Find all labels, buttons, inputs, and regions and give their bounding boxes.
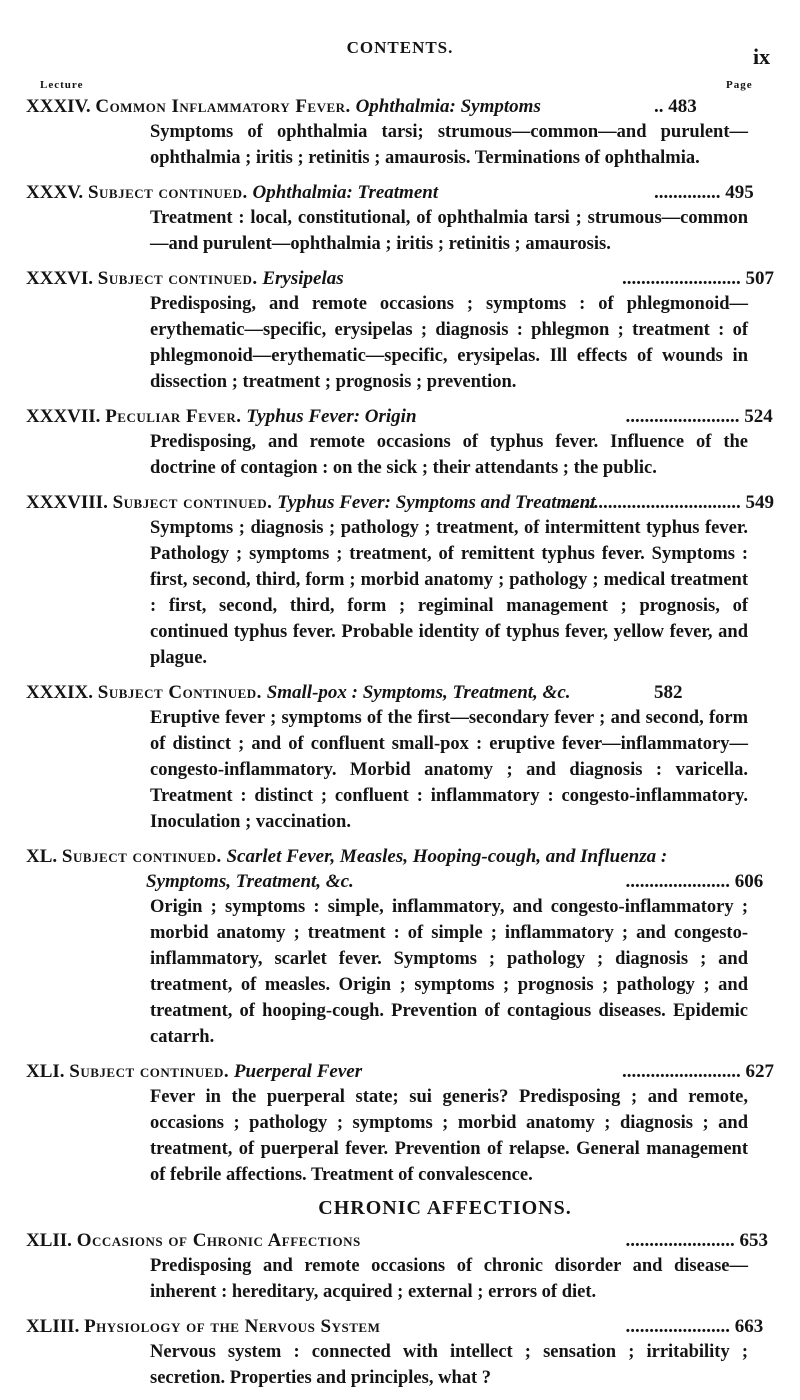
lecture-summary: Fever in the puerperal state; sui generis? Predisposing ; and remote, occasions ; pathology ; symptoms ; morbid anatomy ; diagnosis ; and treatment, of puerperal fever. Prevention of relapse. General management of febrile affections. Treatment of convalescence.	[150, 1087, 748, 1185]
lecture-subtitle: Ophthalmia: Treatment	[252, 182, 439, 203]
lecture-number: XL.	[26, 846, 58, 867]
lecture-title: Subject continued.	[61, 846, 222, 867]
toc-entry: XXXIX. Subject Continued. Small-pox : Symptoms, Treatment, &c. 582 Eruptive fever ; symptoms of the first—secondary fever ; and second, form of distinct ; and of confluent small-pox : eruptive fever—inflammatory—congesto-inflammatory. Morbid anatomy ; and diagnosis : varicella. Treatment : distinct ; confluent : inflammatory : congesto-inflammatory. Inoculation ; vaccination.	[26, 680, 774, 835]
lecture-number: XLIII.	[26, 1316, 80, 1337]
lecture-number: XLI.	[26, 1061, 65, 1082]
toc-entry	[26, 404, 774, 481]
lecture-number: XXXVII.	[26, 406, 101, 427]
lecture-page: ....................... 653	[625, 1230, 768, 1251]
lecture-summary: Predisposing, and remote occasions ; symptoms : of phlegmonoid—erythematic—specific, erysipelas ; diagnosis : phlegmon ; treatment : of phlegmonoid—erythematic—specific, erysipelas. Ill effects of wounds in dissection ; treatment ; prognosis ; prevention.	[150, 294, 748, 392]
lecture-number: XXXVI.	[26, 268, 94, 289]
table-of-contents	[26, 94, 774, 1400]
lecture-summary: Treatment : local, constitutional, of ophthalmia tarsi ; strumous—common—and purulent—ophthalmia ; iritis ; retinitis ; amaurosis.	[150, 208, 748, 254]
lecture-subtitle: Typhus Fever: Origin	[246, 406, 417, 427]
toc-entry	[26, 1228, 774, 1305]
lecture-subtitle: Typhus Fever: Symptoms and Treatment	[277, 492, 596, 513]
lecture-subtitle: Puerperal Fever	[233, 1061, 363, 1082]
toc-entry	[26, 844, 774, 1050]
lecture-summary: Origin ; symptoms : simple, inflammatory, and congesto-inflammatory ; morbid anatomy ; treatment : of simple ; inflammatory ; and congesto-inflammatory, scarlet fever. Symptoms ; pathology ; diagnosis ; and treatment, of measles. Origin ; symptoms ; prognosis ; pathology ; and treatment, of hooping-cough. Prevention of contagious diseases. Epidemic catarrh.	[150, 897, 748, 1047]
lecture-summary: Eruptive fever ; symptoms of the first—secondary fever ; and second, form of distinct ; and of confluent small-pox : eruptive fever—inflammatory—congesto-inflammatory. Morbid anatomy ; and diagnosis : varicella. Treatment : distinct ; confluent : inflammatory : congesto-inflammatory. Inoculation ; vaccination.	[150, 708, 748, 832]
lecture-title: Common Inflammatory Fever.	[95, 96, 351, 117]
lecture-title: Physiology of the Nervous System	[84, 1316, 381, 1337]
lecture-summary: Symptoms ; diagnosis ; pathology ; treatment, of intermittent typhus fever. Pathology ; symptoms ; treatment, of remittent typhus fever. Symptoms : first, second, third, form ; morbid anatomy ; pathology ; medical treatment : first, second, third, form ; regiminal management ; prognosis, of continued typhus fever. Probable identity of typhus fever, yellow fever, and plague.	[150, 518, 748, 668]
lecture-title: Subject Continued.	[97, 682, 262, 703]
lecture-summary: Predisposing and remote occasions of chronic disorder and disease—inherent : hereditary, acquired ; external ; errors of diet.	[150, 1256, 748, 1302]
lecture-number: XXXIX.	[26, 682, 94, 703]
column-label-page: Page	[726, 79, 753, 91]
toc-entry: XXXV. Subject continued. Ophthalmia: Treatment .............. 495 Treatment : local, constitutional, of ophthalmia tarsi ; strumous—common—and purulent—ophthalmia ; iritis ; retinitis ; amaurosis.	[26, 180, 774, 257]
lecture-title: Occasions of Chronic Affections	[76, 1230, 361, 1251]
lecture-subtitle: Ophthalmia: Symptoms	[355, 96, 541, 117]
lecture-number: XXXIV.	[26, 96, 91, 117]
lecture-summary: Predisposing, and remote occasions of typhus fever. Influence of the doctrine of contagion : on the sick ; their attendants ; the public.	[150, 432, 748, 478]
lecture-title: Subject continued.	[97, 268, 258, 289]
lecture-page: ...................... 663	[625, 1316, 764, 1337]
column-label-lecture: Lecture	[40, 79, 84, 91]
lecture-page: ........................ 524	[625, 406, 773, 427]
lecture-subtitle: Small-pox : Symptoms, Treatment, &c.	[266, 682, 571, 703]
lecture-page: ...................... 606	[625, 871, 764, 892]
lecture-page: ...................................... 549	[560, 492, 774, 513]
toc-entry: XXXIV. Common Inflammatory Fever. Ophthalmia: Symptoms .. 483 Symptoms of ophthalmia tarsi; strumous—common—and purulent—ophthalmia ; iritis ; retinitis ; amaurosis. Terminations of ophthalmia.	[26, 94, 774, 171]
lecture-number: XLII.	[26, 1230, 72, 1251]
toc-entry	[26, 490, 774, 671]
lecture-number: XXXV.	[26, 182, 84, 203]
lecture-subtitle: Erysipelas	[262, 268, 344, 289]
running-head: CONTENTS.	[346, 38, 454, 57]
lecture-title: Peculiar Fever.	[105, 406, 242, 427]
toc-entry	[26, 1059, 774, 1188]
page-number: ix	[753, 44, 771, 69]
toc-entry	[26, 1314, 774, 1391]
lecture-page: ......................... 507	[622, 268, 774, 289]
lecture-page: ......................... 627	[622, 1061, 774, 1082]
lecture-title: Subject continued.	[87, 182, 248, 203]
lecture-title: Subject continued.	[69, 1061, 230, 1082]
lecture-summary: Nervous system : connected with intellect ; sensation ; irritability ; secretion. Properties and principles, what ?	[150, 1342, 748, 1388]
lecture-subtitle: Scarlet Fever, Measles, Hooping-cough, and Influenza : Symptoms, Treatment, &c.	[146, 846, 668, 892]
lecture-summary: Symptoms of ophthalmia tarsi; strumous—common—and purulent—ophthalmia ; iritis ; retinitis ; amaurosis. Terminations of ophthalmia.	[150, 122, 748, 168]
toc-entry	[26, 266, 774, 395]
section-heading: CHRONIC AFFECTIONS.	[318, 1197, 572, 1219]
lecture-number: XXXVIII.	[26, 492, 108, 513]
lecture-title: Subject continued.	[112, 492, 273, 513]
